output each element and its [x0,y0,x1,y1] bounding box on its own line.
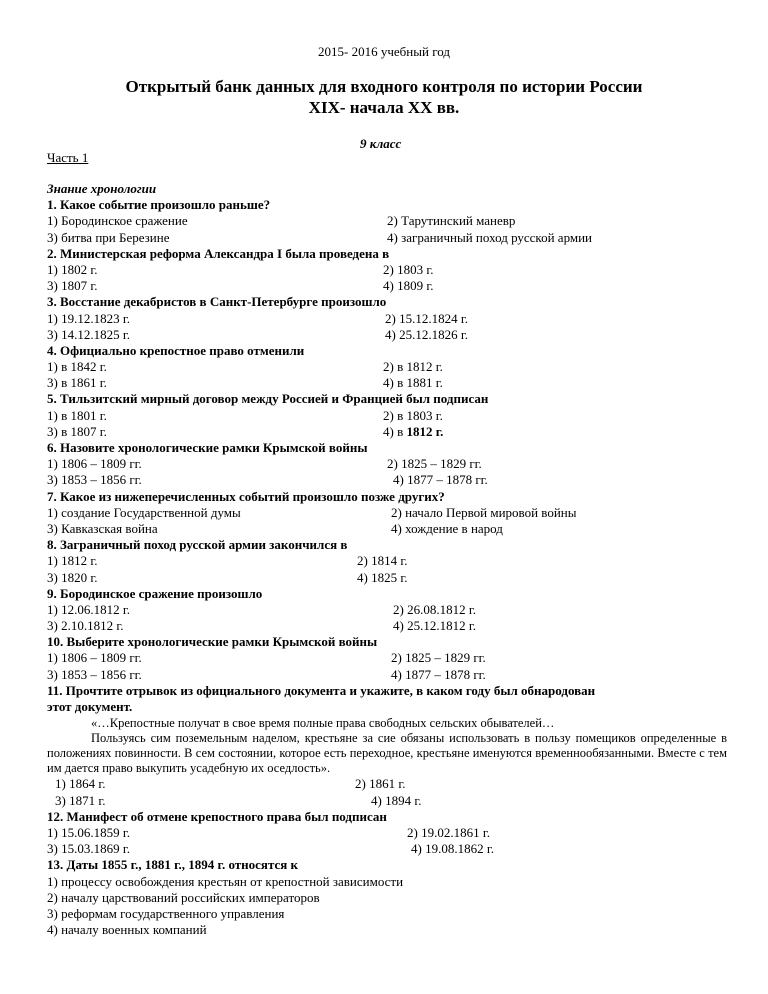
q12-option-4: 4) 19.08.1862 г. [411,841,494,857]
document-title [0,76,768,118]
q5-option-3: 3) в 1807 г. [47,423,107,439]
question-4: 4. Официально крепостное право отменили [47,342,305,358]
q6-option-3: 3) 1853 – 1856 гг. [47,472,142,488]
q11-option-3: 3) 1871 г. [55,792,106,808]
q12-option-2: 2) 19.02.1861 г. [407,824,490,840]
q4-option-2: 2) в 1812 г. [383,359,443,375]
q4-option-4: 4) в 1881 г. [383,375,443,391]
q5-option-1: 1) в 1801 г. [47,407,107,423]
q6-option-4: 4) 1877 – 1878 гг. [393,472,488,488]
q3-option-1: 1) 19.12.1823 г. [47,310,130,326]
q3-option-2: 2) 15.12.1824 г. [385,310,468,326]
question-1: 1. Какое событие произошло раньше? [47,197,271,213]
q8-option-3: 3) 1820 г. [47,569,98,585]
q8-option-2: 2) 1814 г. [357,553,408,569]
question-8: 8. Заграничный поход русской армии закончился в [47,537,348,553]
q1-option-4: 4) заграничный поход русской армии [387,229,593,245]
question-11-line-2: этот документ. [47,699,133,714]
q4-option-3: 3) в 1861 г. [47,375,107,391]
question-2: 2. Министерская реформа Александра I была проведена в [47,245,390,261]
q5-option-2: 2) в 1803 г. [383,407,443,423]
q8-option-4: 4) 1825 г. [357,569,408,585]
title-line-1: Открытый банк данных для входного контроля по истории России [125,77,643,96]
q13-option-1: 1) процессу освобождения крестьян от крепостной зависимости [47,873,404,889]
q11-quote-2-text: Пользуясь сим поземельным наделом, крестьяне за сие обязаны использовать в пользу помещиков определенные в положениях повинности. В сем состоянии, которое есть переходное, крестьяне именуются временнообязанными. Вместе с тем им дается право выкупить усадебную их оседлость». [47,731,727,776]
q2-option-1: 1) 1802 г. [47,261,98,277]
question-10: 10. Выберите хронологические рамки Крымской войны [47,634,378,650]
q10-option-4: 4) 1877 – 1878 гг. [391,666,486,682]
q9-option-4: 4) 25.12.1812 г. [393,618,476,634]
q12-option-1: 1) 15.06.1859 г. [47,824,130,840]
question-9: 9. Бородинское сражение произошло [47,585,263,601]
q11-option-2: 2) 1861 г. [355,776,406,792]
title-line-2: XIX- начала XX вв. [308,98,460,117]
q8-option-1: 1) 1812 г. [47,553,98,569]
q6-option-1: 1) 1806 – 1809 гг. [47,456,142,472]
q11-quote-1: «…Крепостные получат в свое время полные права свободных сельских обывателей… [91,716,555,731]
grade-label: 9 класс [360,136,402,151]
q7-option-3: 3) Кавказская война [47,520,158,536]
q10-option-1: 1) 1806 – 1809 гг. [47,650,142,666]
q7-option-4: 4) хождение в народ [391,520,503,536]
question-6: 6. Назовите хронологические рамки Крымской войны [47,440,368,455]
q3-option-4: 4) 25.12.1826 г. [385,326,468,342]
q2-option-2: 2) 1803 г. [383,261,434,277]
q9-option-1: 1) 12.06.1812 г. [47,601,130,617]
q9-option-3: 3) 2.10.1812 г. [47,618,124,634]
q6-option-2: 2) 1825 – 1829 гг. [387,456,482,472]
q11-option-1: 1) 1864 г. [55,776,106,792]
q4-option-1: 1) в 1842 г. [47,359,107,375]
q1-option-3: 3) битва при Березине [47,229,170,245]
q7-option-2: 2) начало Первой мировой войны [391,504,577,520]
question-12: 12. Манифест об отмене крепостного права был подписан [47,808,387,824]
q1-option-2: 2) Тарутинский маневр [387,213,516,229]
q2-option-4: 4) 1809 г. [383,278,434,294]
q11-quote-2 [47,731,727,776]
q1-option-1: 1) Бородинское сражение [47,213,188,229]
school-year: 2015- 2016 учебный год [318,44,450,59]
question-7: 7. Какое из нижеперечисленных событий произошло позже других? [47,488,445,504]
q13-option-4: 4) началу военных компаний [47,922,207,938]
q3-option-3: 3) 14.12.1825 г. [47,326,130,342]
q10-option-2: 2) 1825 – 1829 гг. [391,650,486,666]
q5-option-4-prefix: 4) в [383,423,407,439]
question-list [47,181,727,938]
q13-option-3: 3) реформам государственного управления [47,905,285,921]
part-label: Часть 1 [47,150,89,165]
q10-option-3: 3) 1853 – 1856 гг. [47,666,142,682]
q5-option-4 [383,424,443,440]
q5-option-4-year: 1812 г. [406,423,444,439]
q7-option-1: 1) создание Государственной думы [47,504,241,520]
section-title: Знание хронологии [47,181,157,196]
q2-option-3: 3) 1807 г. [47,278,98,294]
q12-option-3: 3) 15.03.1869 г. [47,841,130,857]
question-5: 5. Тильзитский мирный договор между Россией и Францией был подписан [47,391,489,407]
q9-option-2: 2) 26.08.1812 г. [393,601,476,617]
question-3: 3. Восстание декабристов в Санкт-Петербурге произошло [47,294,387,310]
question-13: 13. Даты 1855 г., 1881 г., 1894 г. относятся к [47,857,299,873]
question-11-line-1: 11. Прочтите отрывок из официального документа и укажите, в каком году был обнародован [47,682,596,698]
q11-option-4: 4) 1894 г. [371,792,422,808]
q13-option-2: 2) началу царствований российских императоров [47,889,320,905]
